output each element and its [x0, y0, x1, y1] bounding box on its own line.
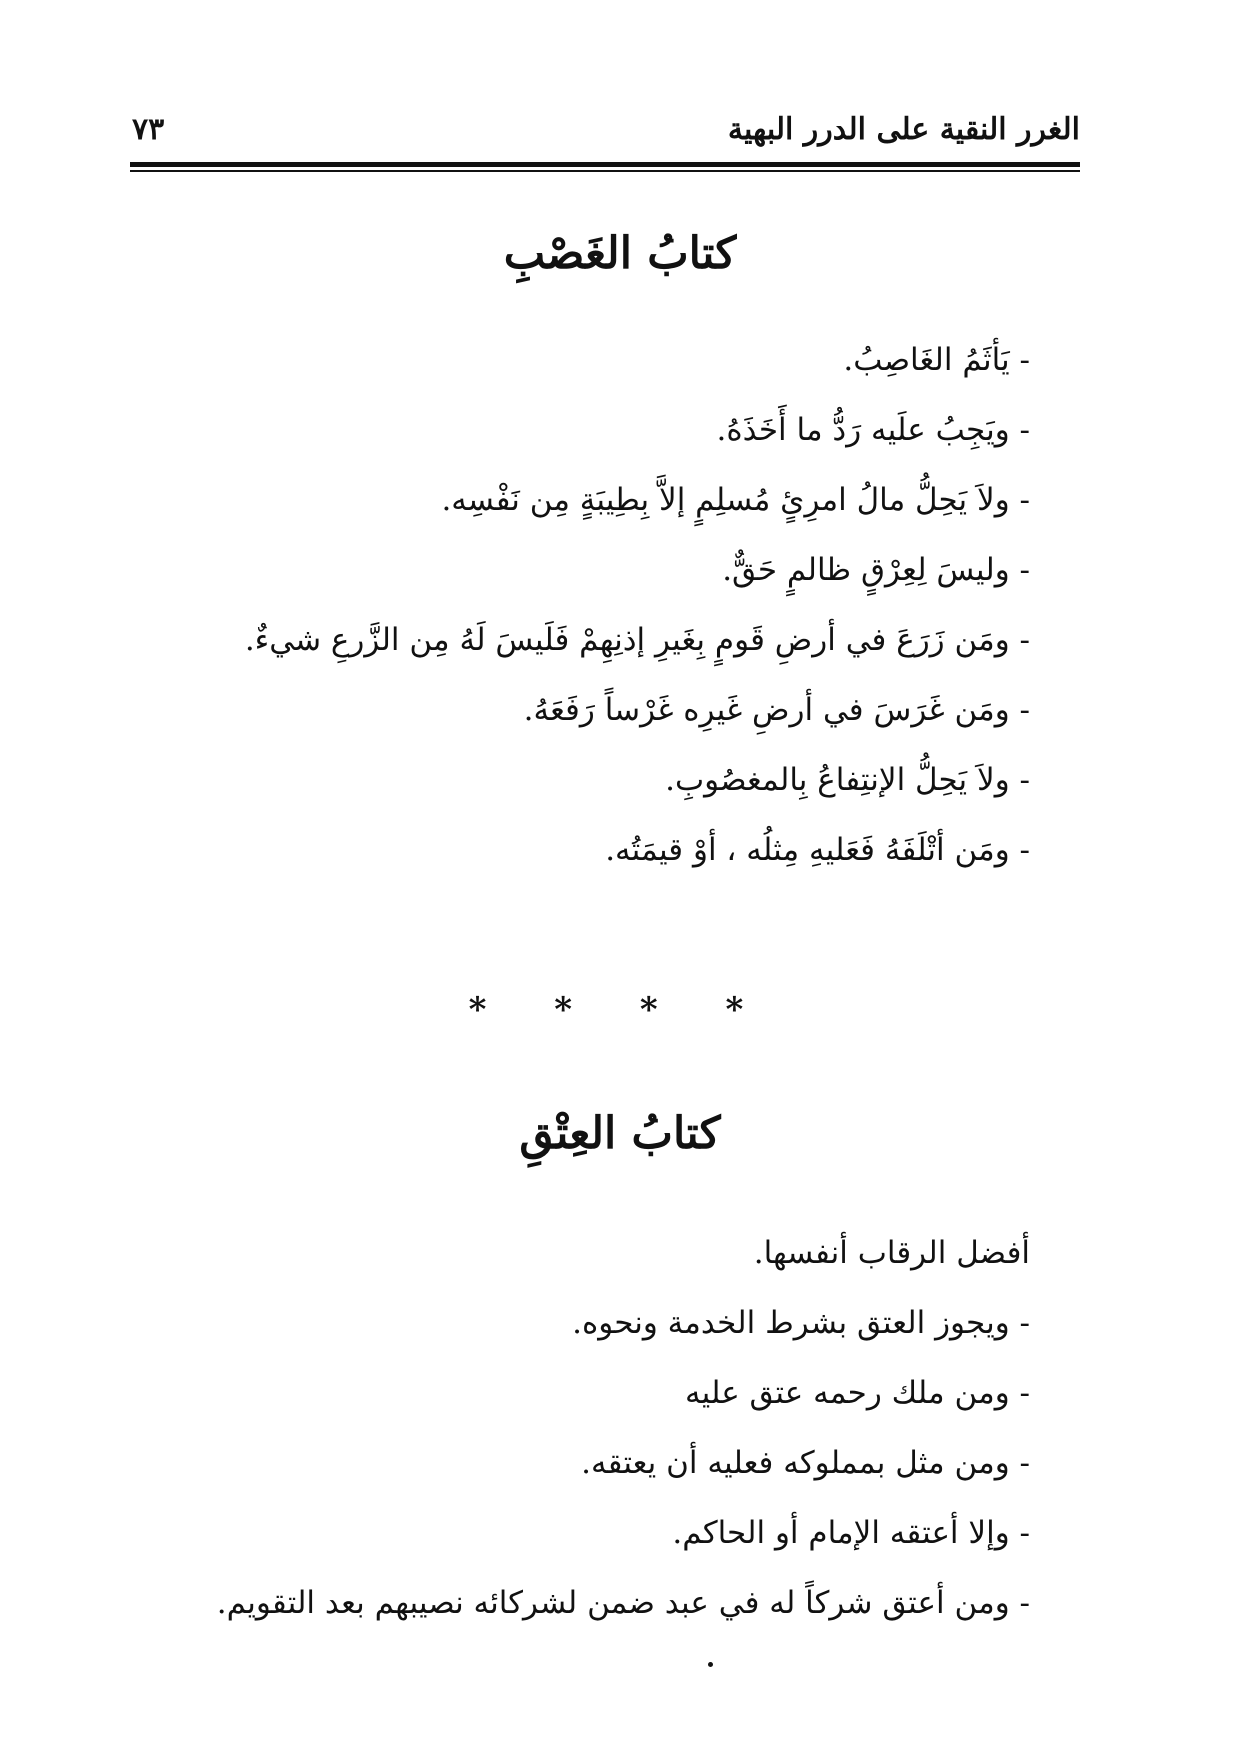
header-rule-thick	[130, 162, 1080, 167]
list-item: - ويجوز العتق بشرط الخدمة ونحوه.	[572, 1305, 1030, 1341]
footer-dot-mark	[708, 1662, 713, 1667]
section-list-ghasb	[170, 343, 1030, 903]
page-number: ٧٣	[132, 112, 165, 147]
list-item: - ولاَ يَحِلُّ الإنتِفاعُ بِالمغصُوبِ.	[665, 762, 1030, 798]
section-list-itq	[170, 1306, 1030, 1656]
section-intro-itq: أفضل الرقاب أنفسها.	[753, 1235, 1030, 1271]
list-item: - ولاَ يَحِلُّ مالُ امرِئٍ مُسلِمٍ إلاَّ بِطِيبَةٍ مِن نَفْسِه.	[441, 482, 1030, 518]
list-item: - ومن ملك رحمه عتق عليه	[684, 1375, 1030, 1411]
section-separator-stars: * * * *	[468, 990, 772, 1030]
section-title-ghasb: كتابُ الغَصْبِ	[503, 228, 737, 279]
list-item: - يَأثَمُ الغَاصِبُ.	[843, 342, 1030, 378]
list-item: - وليسَ لِعِرْقٍ ظالمٍ حَقٌّ.	[722, 552, 1030, 588]
list-item: - ومَن غَرَسَ في أرضِ غَيرِه غَرْساً رَفَعَهُ.	[523, 692, 1030, 728]
list-item: - ومَن أتْلَفَهُ فَعَليهِ مِثلُه ، أوْ قيمَتُه.	[605, 832, 1030, 868]
list-item: - وإلا أعتقه الإمام أو الحاكم.	[672, 1515, 1030, 1551]
list-item: - ويَجِبُ علَيه رَدُّ ما أَخَذَهُ.	[716, 412, 1030, 448]
list-item: - ومَن زَرَعَ في أرضِ قَومٍ بِغَيرِ إذنِهِمْ فَلَيسَ لَهُ مِن الزَّرعِ شيءٌ.	[244, 622, 1030, 658]
header-rule-thin	[130, 170, 1080, 172]
list-item: - ومن أعتق شركاً له في عبد ضمن لشركائه نصيبهم بعد التقويم.	[216, 1585, 1030, 1621]
running-header-title: الغرر النقية على الدرر البهية	[727, 112, 1080, 147]
section-title-itq: كتابُ العِتْقِ	[519, 1108, 721, 1159]
list-item: - ومن مثل بمملوكه فعليه أن يعتقه.	[581, 1445, 1030, 1481]
